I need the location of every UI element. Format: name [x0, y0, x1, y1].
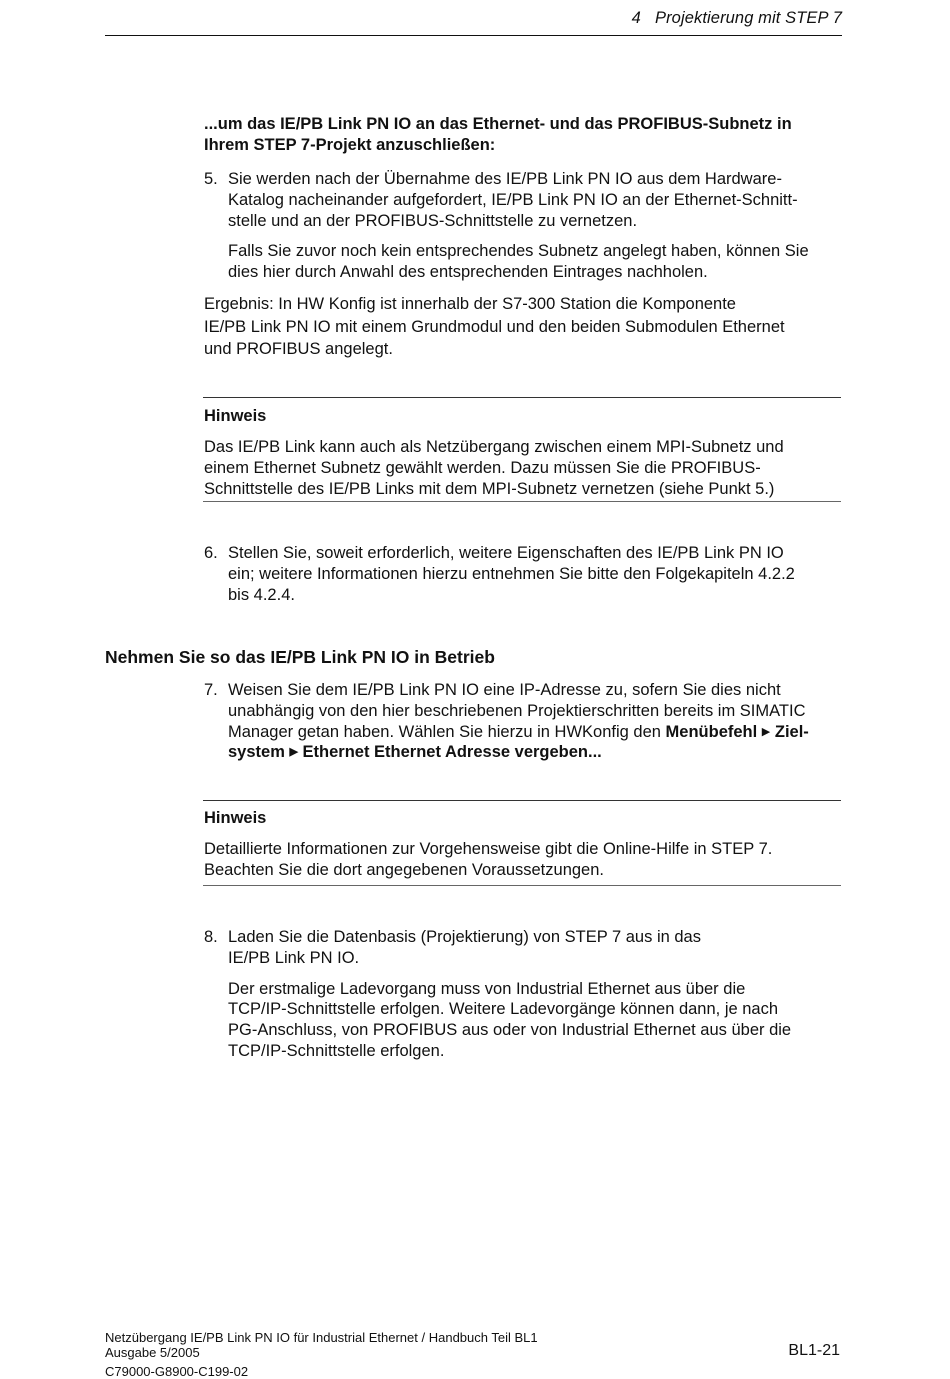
hint-body — [204, 437, 844, 499]
menu-command-label: Menübefehl — [665, 722, 758, 741]
hint-line: Detaillierte Informationen zur Vorgehensweise gibt die Online-Hilfe in STEP 7. — [204, 840, 773, 858]
footer-manual-title: Netzübergang IE/PB Link PN IO für Industrial Ethernet / Handbuch Teil BL1 — [105, 1330, 538, 1345]
step-line: Katalog nacheinander aufgefordert, IE/PB Link PN IO an der Ethernet-Schnitt- — [228, 190, 798, 209]
step-line: unabhängig von den hier beschriebenen Projektierschritten bereits im SIMATIC — [228, 701, 806, 720]
hint-line: Das IE/PB Link kann auch als Netzübergang zwischen einem MPI-Subnetz und — [204, 438, 784, 456]
step-line: Laden Sie die Datenbasis (Projektierung) von STEP 7 aus in das — [228, 928, 701, 946]
step-line: Sie werden nach der Übernahme des IE/PB Link PN IO aus dem Hardware- — [228, 170, 782, 188]
intro-line: Ihrem STEP 7-Projekt anzuschließen: — [204, 135, 496, 154]
hint-top-rule — [203, 397, 841, 398]
menu-arrow-icon: ▶ — [289, 746, 298, 759]
hint-title: Hinweis — [204, 407, 267, 425]
footer-info — [105, 1330, 538, 1379]
step-note-line: TCP/IP-Schnittstelle erfolgen. Weitere Ladevorgänge können dann, je nach — [228, 1000, 779, 1019]
hint-bottom-rule — [203, 501, 841, 502]
result-paragraph — [204, 293, 844, 361]
step-line: Stellen Sie, soweit erforderlich, weitere Eigenschaften des IE/PB Link PN IO — [228, 544, 784, 562]
hint-body — [204, 839, 844, 881]
step-line: stelle und an der PROFIBUS-Schnittstelle zu vernetzen. — [228, 211, 638, 230]
step-7 — [204, 680, 844, 770]
step-text-plain: Manager getan haben. Wählen Sie hierzu in HWKonfig den — [228, 722, 666, 741]
step-note-line: TCP/IP-Schnittstelle erfolgen. — [228, 1041, 445, 1060]
step-text — [228, 680, 844, 763]
step-line-menu — [228, 722, 844, 743]
footer-order-number: C79000-G8900-C199-02 — [105, 1364, 249, 1379]
step-8 — [204, 927, 844, 1067]
step-text — [228, 543, 844, 605]
header-rule — [105, 35, 842, 36]
intro-line: ...um das IE/PB Link PN IO an das Ethernet- und das PROFIBUS-Subnetz in — [204, 115, 792, 133]
result-line: IE/PB Link PN IO mit einem Grundmodul und den beiden Submodulen Ethernet — [204, 317, 785, 336]
step-line: IE/PB Link PN IO. — [228, 948, 360, 967]
step-note-line: Der erstmalige Ladevorgang muss von Industrial Ethernet aus über die — [228, 979, 746, 998]
footer-edition: Ausgabe 5/2005 — [105, 1345, 200, 1360]
step-line-menu — [228, 742, 844, 763]
hint-bottom-rule — [203, 885, 841, 886]
intro-heading — [204, 114, 844, 156]
step-line: Weisen Sie dem IE/PB Link PN IO eine IP-Adresse zu, sofern Sie dies nicht — [228, 681, 781, 699]
running-header: 4 Projektierung mit STEP 7 — [631, 9, 842, 27]
step-note-line: PG-Anschluss, von PROFIBUS aus oder von Industrial Ethernet aus über die — [228, 1021, 792, 1040]
hint-title: Hinweis — [204, 809, 267, 827]
hint-line: Schnittstelle des IE/PB Links mit dem MPI-Subnetz vernetzen (siehe Punkt 5.) — [204, 479, 775, 498]
page-number: BL1-21 — [788, 1342, 840, 1359]
step-note-line: dies hier durch Anwahl des entsprechenden Eintrages nachholen. — [228, 263, 708, 282]
step-number: 5. — [204, 170, 218, 188]
menu-path-part: system — [228, 743, 285, 762]
step-5 — [204, 169, 844, 289]
step-number: 7. — [204, 681, 218, 699]
hint-line: Beachten Sie die dort angegebenen Voraussetzungen. — [204, 860, 604, 879]
result-line: Ergebnis: In HW Konfig ist innerhalb der S7-300 Station die Komponente — [204, 295, 736, 313]
result-line: und PROFIBUS angelegt. — [204, 340, 393, 358]
step-line: ein; weitere Informationen hierzu entnehmen Sie bitte den Folgekapiteln 4.2.2 — [228, 564, 795, 583]
step-6 — [204, 543, 844, 613]
step-text — [228, 169, 844, 283]
step-note-line: Falls Sie zuvor noch kein entsprechendes Subnetz angelegt haben, können Sie — [228, 242, 809, 261]
menu-path-part: Ethernet Ethernet Adresse vergeben... — [302, 743, 602, 762]
section-heading: Nehmen Sie so das IE/PB Link PN IO in Betrieb — [105, 647, 495, 667]
hint-top-rule — [203, 800, 841, 801]
step-text — [228, 927, 844, 1062]
menu-arrow-icon: ▶ — [761, 725, 771, 738]
step-number: 8. — [204, 928, 218, 946]
menu-path-part: Ziel- — [774, 722, 809, 741]
step-line: bis 4.2.4. — [228, 585, 295, 604]
step-number: 6. — [204, 544, 218, 562]
hint-line: einem Ethernet Subnetz gewählt werden. Dazu müssen Sie die PROFIBUS- — [204, 458, 761, 477]
